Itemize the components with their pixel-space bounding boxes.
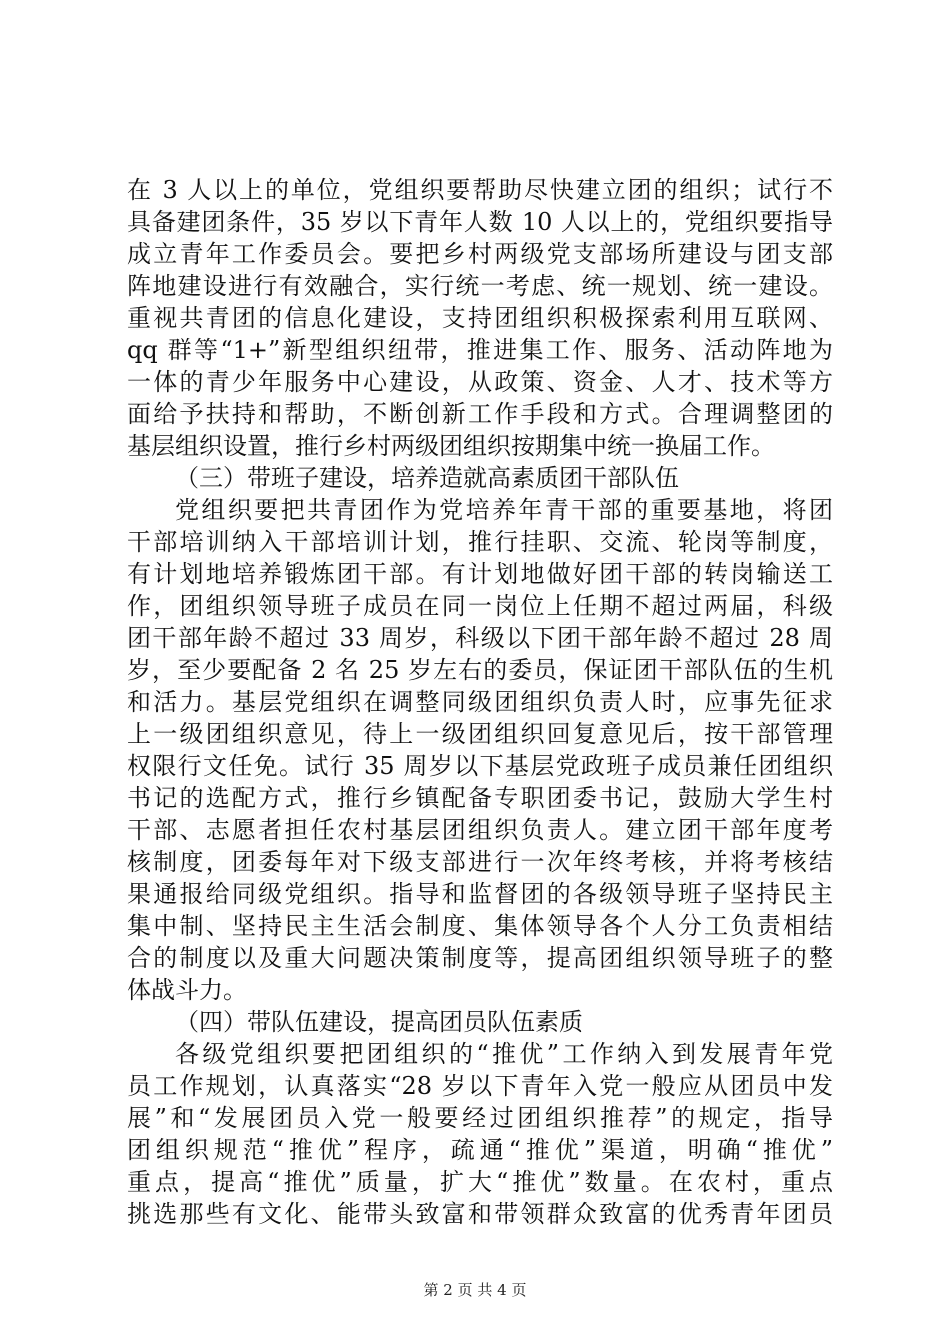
text-line: 书记的选配方式，推行乡镇配备专职团委书记，鼓励大学生村 xyxy=(127,784,833,812)
text-line: 团组织规范“推优”程序，疏通“推优”渠道，明确“推优” xyxy=(127,1136,833,1164)
text-line: 果通报给同级党组织。指导和监督团的各级领导班子坚持民主 xyxy=(127,880,833,908)
text-line: 成立青年工作委员会。要把乡村两级党支部场所建设与团支部 xyxy=(127,240,833,268)
text-line: 阵地建设进行有效融合，实行统一考虑、统一规划、统一建设。 xyxy=(127,272,833,300)
text-line: 权限行文任免。试行 35 周岁以下基层党政班子成员兼任团组织 xyxy=(127,752,833,780)
text-line: 干部培训纳入干部培训计划，推行挂职、交流、轮岗等制度， xyxy=(127,528,833,556)
text-line: qq 群等“1+”新型组织纽带，推进集工作、服务、活动阵地为 xyxy=(127,336,833,364)
text-line: 具备建团条件，35 岁以下青年人数 10 人以上的，党组织要指导 xyxy=(127,208,833,236)
text-line: 展”和“发展团员入党一般要经过团组织推荐”的规定，指导 xyxy=(127,1104,833,1132)
text-line: 挑选那些有文化、能带头致富和带领群众致富的优秀青年团员 xyxy=(127,1200,833,1228)
text-line: 重点，提高“推优”质量，扩大“推优”数量。在农村，重点 xyxy=(127,1168,833,1196)
text-line: 在 3 人以上的单位，党组织要帮助尽快建立团的组织；试行不 xyxy=(127,176,833,204)
section-heading-3: （三）带班子建设，培养造就高素质团干部队伍 xyxy=(175,464,679,492)
text-line: 作，团组织领导班子成员在同一岗位上任期不超过两届，科级 xyxy=(127,592,833,620)
text-line: 体战斗力。 xyxy=(127,976,247,1004)
text-line: 岁，至少要配备 2 名 25 岁左右的委员，保证团干部队伍的生机 xyxy=(127,656,833,684)
text-line: 员工作规划，认真落实“28 岁以下青年入党一般应从团员中发 xyxy=(127,1072,833,1100)
text-line: 干部、志愿者担任农村基层团组织负责人。建立团干部年度考 xyxy=(127,816,833,844)
text-line: 上一级团组织意见，待上一级团组织回复意见后，按干部管理 xyxy=(127,720,833,748)
text-line: 集中制、坚持民主生活会制度、集体领导各个人分工负责相结 xyxy=(127,912,833,940)
section-heading-4: （四）带队伍建设，提高团员队伍素质 xyxy=(175,1008,583,1036)
page-number-footer: 第 2 页 共 4 页 xyxy=(423,1281,527,1299)
body-text xyxy=(127,174,833,1230)
text-line: 核制度，团委每年对下级支部进行一次年终考核，并将考核结 xyxy=(127,848,833,876)
text-line: 和活力。基层党组织在调整同级团组织负责人时，应事先征求 xyxy=(127,688,833,716)
text-line: 各级党组织要把团组织的“推优”工作纳入到发展青年党 xyxy=(175,1040,833,1068)
text-line: 面给予扶持和帮助，不断创新工作手段和方式。合理调整团的 xyxy=(127,400,833,428)
text-line: 合的制度以及重大问题决策制度等，提高团组织领导班子的整 xyxy=(127,944,833,972)
text-line: 基层组织设置，推行乡村两级团组织按期集中统一换届工作。 xyxy=(127,432,775,460)
text-line: 一体的青少年服务中心建设，从政策、资金、人才、技术等方 xyxy=(127,368,833,396)
text-line: 有计划地培养锻炼团干部。有计划地做好团干部的转岗输送工 xyxy=(127,560,833,588)
text-line: 重视共青团的信息化建设，支持团组织积极探索利用互联网、 xyxy=(127,304,833,332)
text-line: 党组织要把共青团作为党培养年青干部的重要基地，将团 xyxy=(175,496,833,524)
text-line: 团干部年龄不超过 33 周岁，科级以下团干部年龄不超过 28 周 xyxy=(127,624,833,652)
